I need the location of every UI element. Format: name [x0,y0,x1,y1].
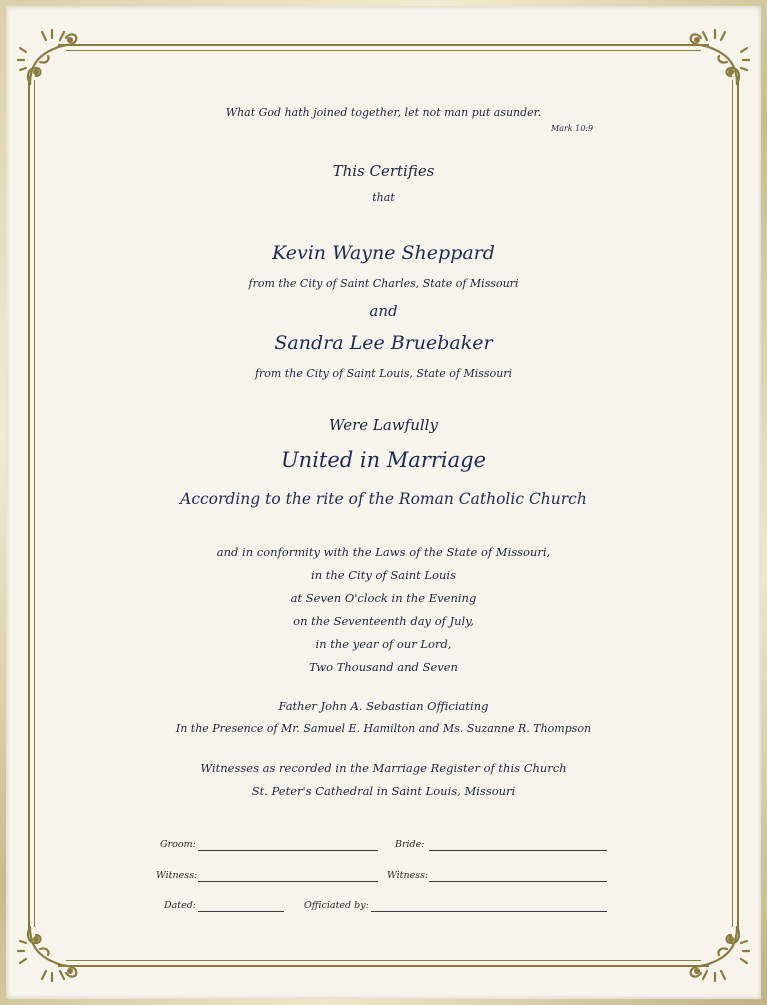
bride-origin: from the City of Saint Louis, State of Missouri [254,367,513,380]
certificate-paper [6,6,761,999]
conformity-line-1: and in conformity with the Laws of the State of Missouri, [216,545,551,559]
border-inner-bottom [66,960,701,961]
scripture-verse: What God hath joined together, let not man put asunder. [225,106,542,119]
witness2-label: Witness: [387,870,429,881]
bride-signature-line[interactable] [429,850,607,851]
conformity-line-3: at Seven O'clock in the Evening [290,591,477,605]
united-in-marriage: United in Marriage [280,448,487,472]
corner-ornament-top-right [677,24,751,98]
witness2-signature-line[interactable] [429,881,607,882]
corner-ornament-top-left [16,24,90,98]
conformity-line-6: Two Thousand and Seven [309,660,458,674]
corner-ornament-bottom-left [16,913,90,987]
border-outer-top [58,44,709,46]
register-line: Witnesses as recorded in the Marriage Register of this Church [200,761,567,775]
witness1-label: Witness: [156,870,198,881]
dated-label: Dated: [164,900,197,911]
conformity-line-2: in the City of Saint Louis [311,568,456,582]
officiated-signature-line[interactable] [371,911,607,912]
groom-origin: from the City of Saint Charles, State of Missouri [248,277,519,290]
border-outer-bottom [58,965,709,967]
groom-name: Kevin Wayne Sheppard [272,242,495,264]
conformity-line-5: in the year of our Lord, [315,637,452,651]
corner-ornament-bottom-right [677,913,751,987]
and-word: and [369,302,398,320]
groom-signature-line[interactable] [198,850,378,851]
presence-line: In the Presence of Mr. Samuel E. Hamilton and Ms. Suzanne R. Thompson [175,722,592,735]
scripture-reference: Mark 10:9 [551,124,594,133]
certificate-heading: This Certifies [332,162,435,180]
that-word: that [372,191,395,204]
bride-label: Bride: [395,839,425,850]
border-inner-top [66,50,701,51]
groom-label: Groom: [160,839,196,850]
were-lawfully: Were Lawfully [329,416,438,434]
officiant-line: Father John A. Sebastian Officiating [278,699,489,713]
witness1-signature-line[interactable] [198,881,378,882]
dated-line[interactable] [198,911,284,912]
bride-name: Sandra Lee Bruebaker [274,332,493,354]
rite-line: According to the rite of the Roman Catholic Church [180,490,587,508]
conformity-line-4: on the Seventeenth day of July, [293,614,474,628]
church-line: St. Peter's Cathedral in Saint Louis, Missouri [251,784,516,798]
officiated-label: Officiated by: [304,900,369,911]
